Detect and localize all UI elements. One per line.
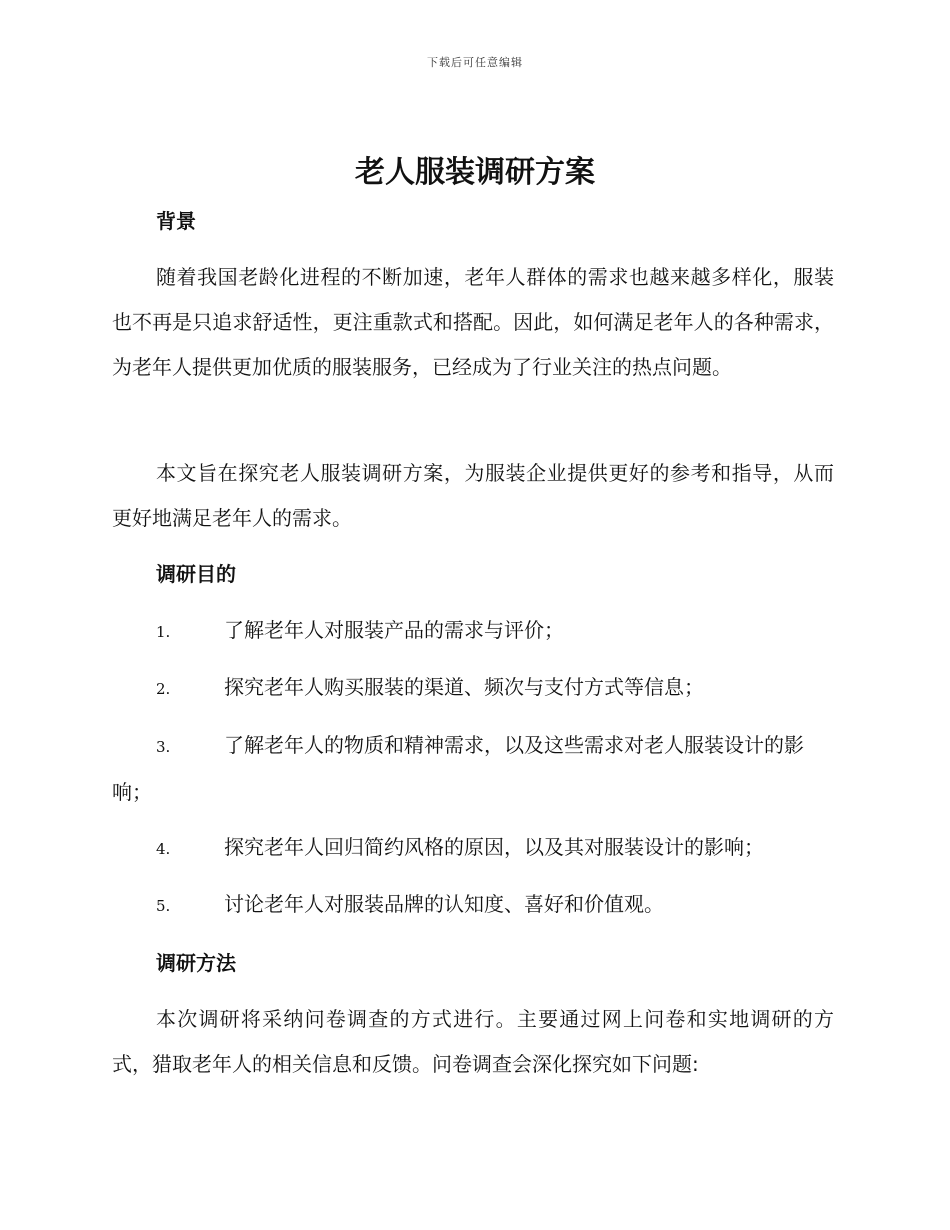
list-number: 3. — [156, 738, 171, 756]
list-item — [112, 825, 834, 872]
background-paragraph-1: 随着我国老龄化进程的不断加速，老年人群体的需求也越来越多样化，服装也不再是只追求舒适性，更注重款式和搭配。因此，如何满足老年人的各种需求，为老年人提供更加优质的服装服务，已经成为了行业关注的热点问题。 — [112, 265, 834, 379]
list-item — [112, 608, 834, 655]
section-heading-background: 背景 — [156, 209, 196, 233]
section-heading-purpose: 调研目的 — [156, 562, 236, 586]
list-item — [112, 882, 834, 929]
list-number: 1. — [156, 623, 171, 641]
method-paragraph-1: 本次调研将采纳问卷调查的方式进行。主要通过网上问卷和实地调研的方式，猎取老年人的相关信息和反馈。问卷调查会深化探究如下问题: — [112, 1007, 834, 1076]
list-text: 探究老年人回归简约风格的原因，以及其对服装设计的影响； — [224, 835, 764, 859]
list-text: 了解老年人对服装产品的需求与评价； — [224, 618, 564, 642]
list-number: 5. — [156, 897, 171, 915]
list-text: 讨论老年人对服装品牌的认知度、喜好和价值观。 — [224, 892, 664, 916]
list-text: 探究老年人购买服装的渠道、频次与支付方式等信息； — [224, 675, 704, 699]
section-heading-method: 调研方法 — [156, 951, 236, 975]
list-item — [112, 723, 834, 815]
list-item — [112, 665, 834, 712]
list-number: 2. — [156, 680, 171, 698]
background-paragraph-2: 本文旨在探究老人服装调研方案，为服装企业提供更好的参考和指导，从而更好地满足老年人的需求。 — [112, 461, 834, 530]
list-text: 了解老年人的物质和精神需求，以及这些需求对老人服装设计的影响； — [112, 733, 804, 804]
document-title: 老人服装调研方案 — [355, 155, 595, 190]
list-number: 4. — [156, 840, 171, 858]
header-note: 下载后可任意编辑 — [427, 56, 523, 69]
